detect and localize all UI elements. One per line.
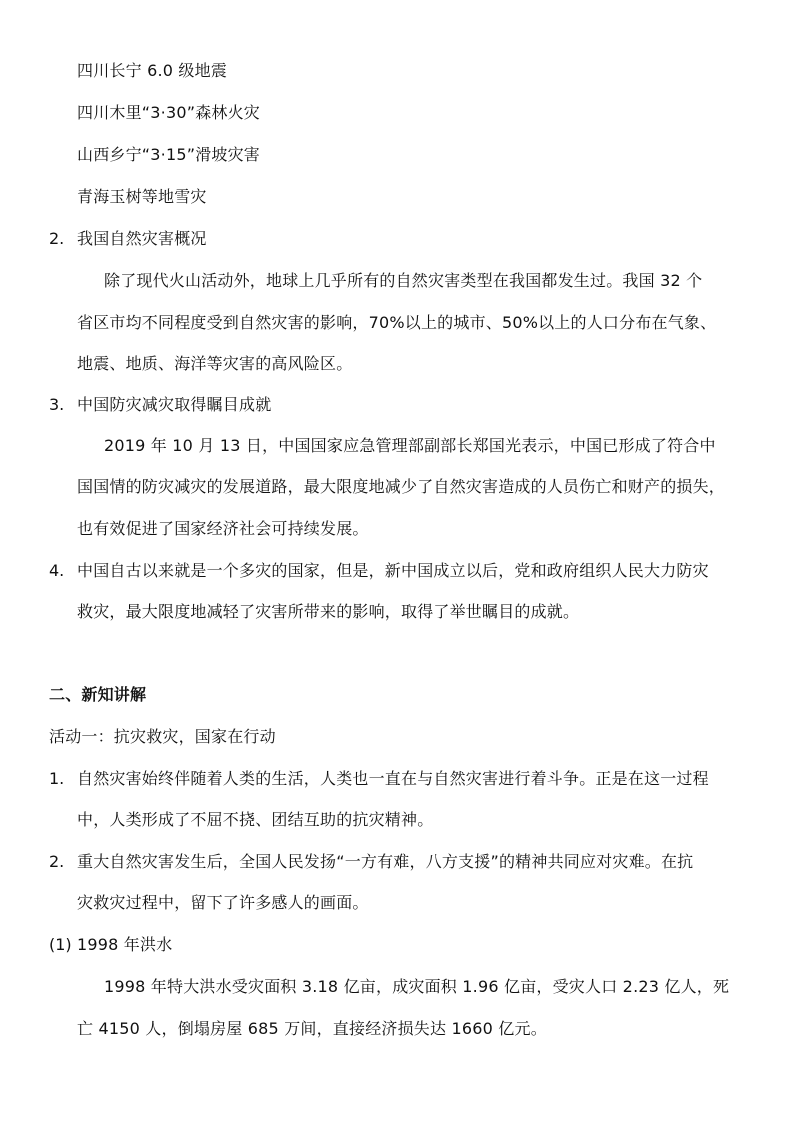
paragraph-line: 2019 年 10 月 13 日，中国国家应急管理部副部长郑国光表示，中国已形成了符合中 xyxy=(104,436,716,455)
paragraph-line: 亡 4150 人，倒塌房屋 685 万间，直接经济损失达 1660 亿元。 xyxy=(77,1019,547,1038)
list-number: 2. xyxy=(49,229,65,248)
activity-title: 活动一：抗灾救灾，国家在行动 xyxy=(49,727,276,746)
paragraph-line: 重大自然灾害发生后，全国人民发扬“一方有难，八方支援”的精神共同应对灾难。在抗 xyxy=(77,852,694,871)
list-number: 2. xyxy=(49,852,65,871)
intro-list-item: 四川长宁 6.0 级地震 xyxy=(77,61,228,80)
item-title: 中国防灾减灾取得瞩目成就 xyxy=(77,395,272,414)
sublist-number: (1) xyxy=(49,935,72,954)
intro-list-item: 青海玉树等地雪灾 xyxy=(77,187,207,206)
paragraph-line: 也有效促进了国家经济社会可持续发展。 xyxy=(77,519,369,538)
intro-list-item: 山西乡宁“3·15”滑坡灾害 xyxy=(77,145,261,164)
paragraph-line: 1998 年特大洪水受灾面积 3.18 亿亩，成灾面积 1.96 亿亩，受灾人口 2.23 亿人，死 xyxy=(104,977,730,996)
paragraph-line: 地震、地质、海洋等灾害的高风险区。 xyxy=(77,354,353,373)
intro-list-item: 四川木里“3·30”森林火灾 xyxy=(77,103,261,122)
paragraph-line: 国国情的防灾减灾的发展道路，最大限度地减少了自然灾害造成的人员伤亡和财产的损失， xyxy=(77,477,726,496)
section-heading: 二、新知讲解 xyxy=(49,685,147,704)
list-number: 3. xyxy=(49,395,65,414)
sub-item-title: 1998 年洪水 xyxy=(77,935,173,954)
paragraph-line: 灾救灾过程中，留下了许多感人的画面。 xyxy=(77,893,369,912)
paragraph-line: 中国自古以来就是一个多灾的国家，但是，新中国成立以后，党和政府组织人民大力防灾 xyxy=(77,561,709,580)
paragraph-line: 省区市均不同程度受到自然灾害的影响，70%以上的城市、50%以上的人口分布在气象、 xyxy=(77,313,717,332)
paragraph-line: 救灾，最大限度地减轻了灾害所带来的影响，取得了举世瞩目的成就。 xyxy=(77,602,580,621)
list-number: 1. xyxy=(49,769,65,788)
item-title: 我国自然灾害概况 xyxy=(77,229,207,248)
paragraph-line: 自然灾害始终伴随着人类的生活，人类也一直在与自然灾害进行着斗争。正是在这一过程 xyxy=(77,769,709,788)
list-number: 4. xyxy=(49,561,65,580)
paragraph-line: 除了现代火山活动外，地球上几乎所有的自然灾害类型在我国都发生过。我国 32 个 xyxy=(104,271,703,290)
paragraph-line: 中，人类形成了不屈不挠、团结互助的抗灾精神。 xyxy=(77,810,434,829)
